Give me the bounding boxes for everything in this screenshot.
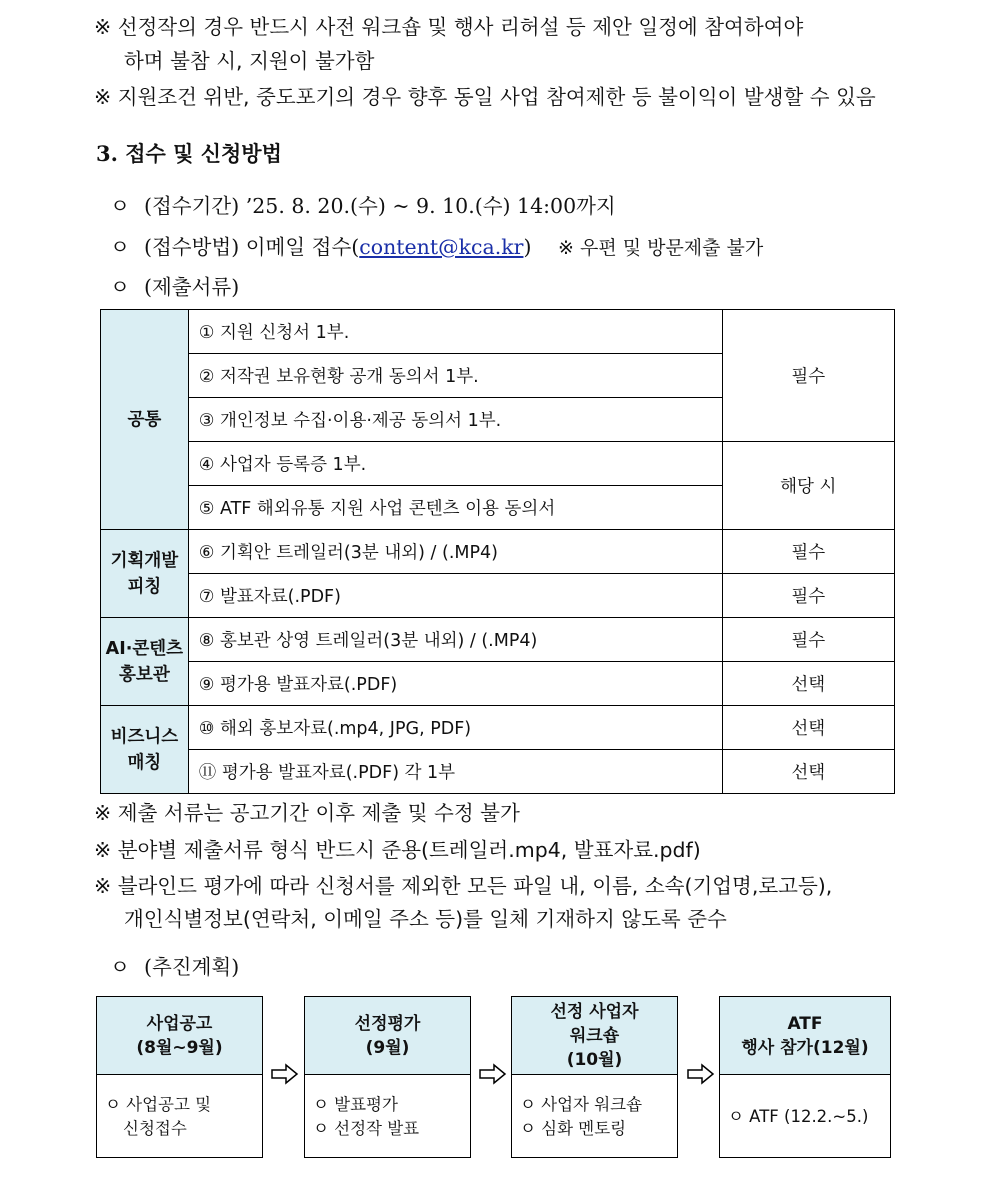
table-row — [101, 662, 895, 706]
plan-label: (추진계획) — [144, 955, 240, 979]
req-7: 필수 — [722, 574, 894, 618]
note-bottom-3: ※ 블라인드 평가에 따라 신청서를 제외한 모든 파일 내, 이름, 소속(기업명,로고등), — [94, 874, 833, 898]
period-text: (접수기간) ’25. 8. 20.(수) ~ 9. 10.(수) 14:00까지 — [144, 194, 616, 218]
table-row — [101, 530, 895, 574]
note-top-1-cont: 하며 불참 시, 지원이 불가함 — [124, 49, 375, 73]
flow-detail: ㅇ 사업자 워크숍 — [520, 1095, 643, 1114]
flow-title-line: 선정평가 — [354, 1013, 421, 1034]
bullet-period — [110, 192, 616, 220]
table-row — [101, 442, 895, 486]
category-pitching-line2: 피칭 — [127, 576, 162, 597]
category-biz-line2: 매칭 — [127, 752, 162, 773]
bullet-mark: ㅇ — [110, 235, 130, 259]
table-row — [101, 618, 895, 662]
category-pitching-line1: 기획개발 — [110, 550, 179, 571]
flow-detail: 신청접수 — [123, 1119, 187, 1138]
bullet-docs — [110, 273, 239, 301]
item-5: ⑤ ATF 해외유통 지원 사업 콘텐츠 이용 동의서 — [188, 486, 722, 530]
flow-title-line: (10월) — [566, 1049, 623, 1070]
req-11: 선택 — [722, 750, 894, 794]
flow-detail: ㅇ 사업공고 및 — [105, 1095, 212, 1114]
table-row — [101, 310, 895, 354]
flow-title-line: 행사 참가(12월) — [741, 1037, 869, 1058]
category-ai-line2: 홍보관 — [119, 664, 170, 685]
flow-step-evaluation — [304, 996, 471, 1158]
flow-step-header — [305, 997, 470, 1075]
flow-detail: ㅇ ATF (12.2.~5.) — [728, 1107, 869, 1126]
flow-step-workshop — [511, 996, 678, 1158]
category-ai-pavilion — [101, 618, 189, 706]
flow-step-body — [97, 1075, 262, 1159]
item-11: ⑪ 평가용 발표자료(.PDF) 각 1부 — [188, 750, 722, 794]
flow-step-header — [512, 997, 677, 1075]
flow-title-line: 워크숍 — [569, 1025, 620, 1046]
req-10: 선택 — [722, 706, 894, 750]
item-9: ⑨ 평가용 발표자료(.PDF) — [188, 662, 722, 706]
table-row — [101, 706, 895, 750]
flow-title-line: (8월~9월) — [136, 1037, 223, 1058]
method-suffix: ) — [523, 235, 532, 259]
arrow-right-icon — [270, 1062, 300, 1086]
item-3: ③ 개인정보 수집·이용·제공 동의서 1부. — [188, 398, 722, 442]
flow-title-line: (9월) — [365, 1037, 410, 1058]
item-2: ② 저작권 보유현황 공개 동의서 1부. — [188, 354, 722, 398]
documents-table — [100, 309, 895, 794]
note-bottom-3-cont: 개인식별정보(연락처, 이메일 주소 등)를 일체 기재하지 않도록 준수 — [124, 907, 727, 931]
bullet-method — [110, 233, 763, 262]
item-6: ⑥ 기획안 트레일러(3분 내외) / (.MP4) — [188, 530, 722, 574]
item-4: ④ 사업자 등록증 1부. — [188, 442, 722, 486]
flow-step-header — [97, 997, 262, 1075]
method-prefix: (접수방법) 이메일 접수( — [144, 235, 360, 259]
category-common: 공통 — [101, 310, 189, 530]
req-9: 선택 — [722, 662, 894, 706]
arrow-right-icon — [478, 1062, 508, 1086]
note-top-2: ※ 지원조건 위반, 중도포기의 경우 향후 동일 사업 참여제한 등 불이익이 발생할 수 있음 — [94, 85, 876, 109]
table-row — [101, 574, 895, 618]
section-title: 3. 접수 및 신청방법 — [96, 141, 282, 166]
flow-title-line: 선정 사업자 — [550, 1001, 639, 1022]
flow-detail: ㅇ 발표평가 — [313, 1095, 398, 1114]
req-8: 필수 — [722, 618, 894, 662]
flow-step-body — [720, 1075, 890, 1159]
item-7: ⑦ 발표자료(.PDF) — [188, 574, 722, 618]
bullet-mark: ㅇ — [110, 275, 130, 299]
flow-step-header — [720, 997, 890, 1075]
flow-step-atf — [719, 996, 891, 1158]
note-top-1: ※ 선정작의 경우 반드시 사전 워크숍 및 행사 리허설 등 제안 일정에 참여하여야 — [94, 15, 804, 39]
flow-title-line: ATF — [787, 1013, 823, 1034]
item-8: ⑧ 홍보관 상영 트레일러(3분 내외) / (.MP4) — [188, 618, 722, 662]
table-row — [101, 750, 895, 794]
method-note: ※ 우편 및 방문제출 불가 — [558, 237, 764, 259]
category-business-matching — [101, 706, 189, 794]
category-pitching — [101, 530, 189, 618]
category-biz-line1: 비즈니스 — [110, 726, 179, 747]
note-bottom-1: ※ 제출 서류는 공고기간 이후 제출 및 수정 불가 — [94, 801, 520, 825]
bullet-mark: ㅇ — [110, 955, 130, 979]
req-if-applicable: 해당 시 — [722, 442, 894, 530]
flow-step-body — [512, 1075, 677, 1159]
req-common: 필수 — [722, 310, 894, 442]
flow-step-announcement — [96, 996, 263, 1158]
email-link[interactable]: content@kca.kr — [359, 235, 524, 259]
note-bottom-2: ※ 분야별 제출서류 형식 반드시 준용(트레일러.mp4, 발표자료.pdf) — [94, 838, 701, 862]
arrow-right-icon — [686, 1062, 716, 1086]
bullet-plan — [110, 953, 239, 981]
flow-detail: ㅇ 심화 멘토링 — [520, 1119, 627, 1138]
item-10: ⑩ 해외 홍보자료(.mp4, JPG, PDF) — [188, 706, 722, 750]
item-1: ① 지원 신청서 1부. — [188, 310, 722, 354]
req-6: 필수 — [722, 530, 894, 574]
docs-label: (제출서류) — [144, 275, 240, 299]
bullet-mark: ㅇ — [110, 194, 130, 218]
flow-detail: ㅇ 선정작 발표 — [313, 1119, 420, 1138]
category-ai-line1: AI·콘텐츠 — [105, 638, 184, 659]
flow-step-body — [305, 1075, 470, 1159]
flow-title-line: 사업공고 — [146, 1013, 213, 1034]
